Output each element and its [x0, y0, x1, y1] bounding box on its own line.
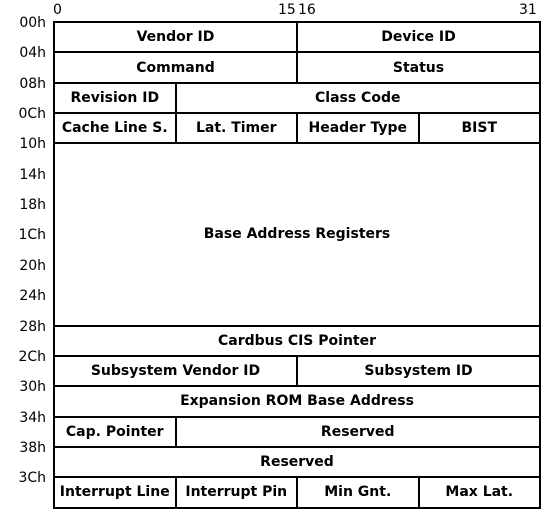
field-latency-timer: Lat. Timer	[175, 112, 297, 142]
bit-label-15: 15	[278, 2, 296, 18]
bit-label-0: 0	[53, 2, 62, 18]
offset-label-14h: 14h	[19, 166, 46, 183]
offset-label-24h: 24h	[19, 288, 46, 305]
field-subsystem-vendor-id: Subsystem Vendor ID	[53, 355, 296, 385]
offset-label-18h: 18h	[19, 197, 46, 214]
offset-label-04h: 04h	[19, 45, 46, 62]
offset-label-20h: 20h	[19, 257, 46, 274]
offset-label-1ch: 1Ch	[18, 227, 46, 244]
field-reserved-34h: Reserved	[175, 416, 540, 446]
field-header-type: Header Type	[296, 112, 418, 142]
field-cache-line-size: Cache Line S.	[53, 112, 175, 142]
field-reserved-38h: Reserved	[53, 446, 539, 476]
field-min-gnt: Min Gnt.	[296, 476, 418, 506]
field-revision-id: Revision ID	[53, 82, 175, 112]
field-expansion-rom-base-address: Expansion ROM Base Address	[53, 385, 539, 415]
bit-label-31: 31	[519, 2, 537, 18]
field-interrupt-pin: Interrupt Pin	[175, 476, 297, 506]
offset-label-34h: 34h	[19, 409, 46, 426]
field-command: Command	[53, 51, 296, 81]
bit-label-16: 16	[298, 2, 316, 18]
field-bist: BIST	[418, 112, 540, 142]
field-device-id: Device ID	[296, 21, 539, 51]
offset-label-28h: 28h	[19, 318, 46, 335]
offset-label-2ch: 2Ch	[18, 348, 46, 365]
offset-label-38h: 38h	[19, 439, 46, 456]
field-subsystem-id: Subsystem ID	[296, 355, 539, 385]
offset-label-00h: 00h	[19, 15, 46, 31]
field-interrupt-line: Interrupt Line	[53, 476, 175, 506]
field-max-lat: Max Lat.	[418, 476, 540, 506]
field-class-code: Class Code	[175, 82, 540, 112]
field-capabilities-pointer: Cap. Pointer	[53, 416, 175, 446]
offset-label-30h: 30h	[19, 379, 46, 396]
offset-label-3ch: 3Ch	[18, 470, 46, 487]
offset-label-0ch: 0Ch	[18, 106, 46, 123]
offset-label-08h: 08h	[19, 75, 46, 92]
field-base-address-registers: Base Address Registers	[53, 142, 539, 324]
field-status: Status	[296, 51, 539, 81]
offset-label-10h: 10h	[19, 136, 46, 153]
field-cardbus-cis-pointer: Cardbus CIS Pointer	[53, 325, 539, 355]
field-vendor-id: Vendor ID	[53, 21, 296, 51]
